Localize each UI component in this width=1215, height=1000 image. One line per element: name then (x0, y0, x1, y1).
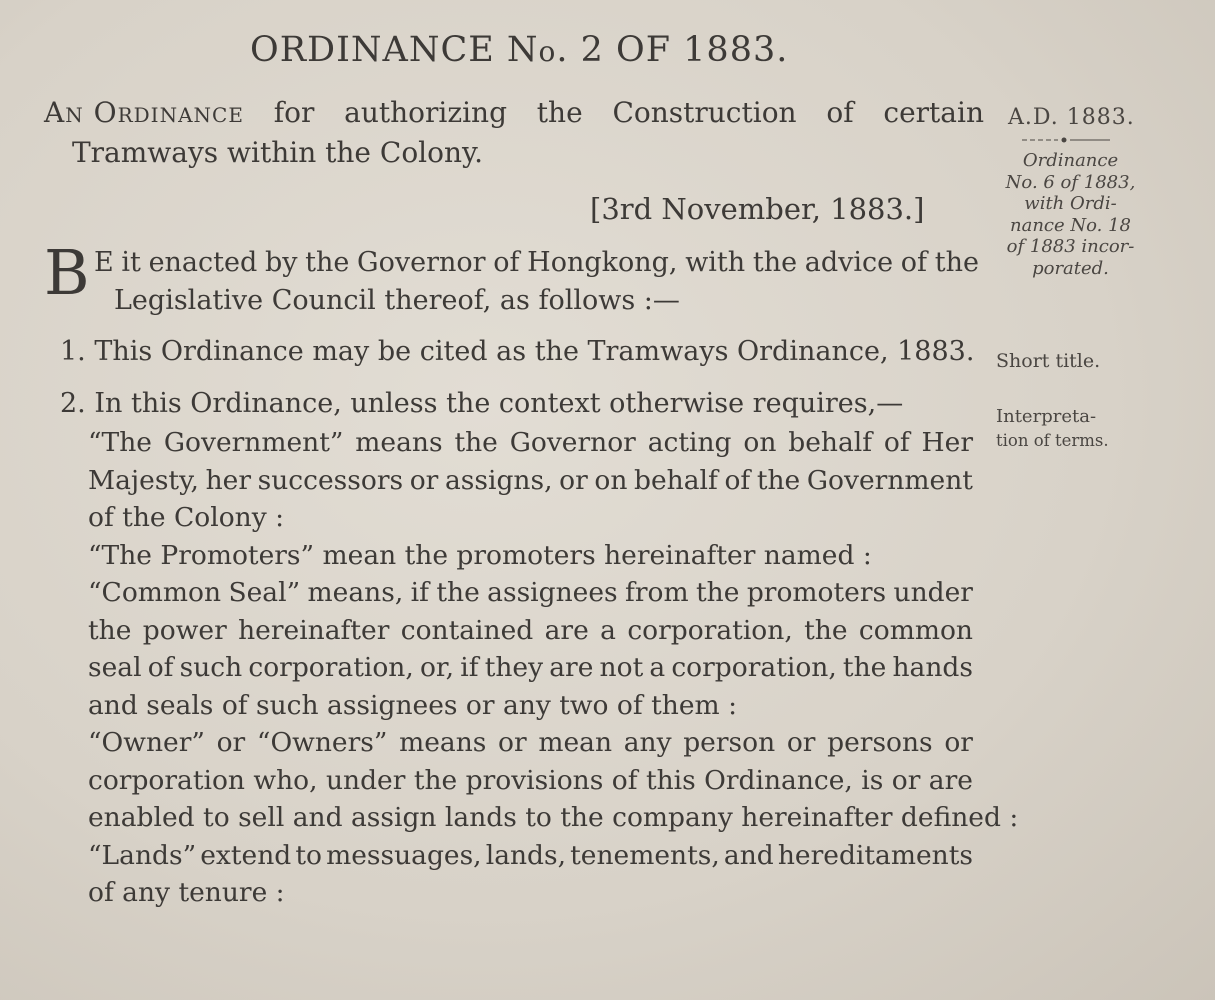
definition-word: “Common (88, 577, 222, 608)
definition-word: of (724, 464, 751, 496)
enacting-word: Hongkong, (527, 247, 678, 278)
enacting-word: Governor (357, 247, 486, 278)
definition-line: and seals of such assignees or any two of them : (88, 689, 737, 721)
definition-word: behalf (634, 464, 718, 496)
definition-word: Seal” (228, 577, 301, 608)
enacting-word: of (493, 247, 520, 278)
definition-word: seal (88, 652, 142, 683)
enacting-word: with (685, 247, 746, 278)
definition-word: if (460, 652, 479, 683)
preamble-word: certain (883, 96, 984, 129)
section-2: 2. In this Ordinance, unless the context otherwise requires,— (60, 388, 904, 419)
definition-word: “Owner” (88, 727, 205, 758)
definition-word: under (893, 577, 973, 608)
margin-note-line: porated. (1032, 257, 1109, 279)
definition-word: power (142, 614, 227, 646)
definition-word: extend (200, 839, 292, 871)
margin-interp-line: Interpreta- (996, 406, 1097, 427)
definition-word: or (216, 727, 246, 758)
margin-interp-line: tion of terms. (996, 431, 1109, 450)
margin-note-line: of 1883 incor- (1006, 236, 1135, 257)
definition-word: from (625, 577, 689, 608)
ordinance-title (250, 30, 788, 70)
definition-word: contained (400, 614, 534, 646)
definition-word: such (179, 652, 243, 683)
definition-word: if (410, 577, 429, 608)
definition-word: corporation, (671, 652, 837, 683)
definition-word: or, (419, 652, 455, 683)
preamble-word: of (826, 96, 854, 129)
title-no-abbrev: o (538, 35, 557, 68)
definition-word: the (88, 614, 132, 646)
enacting-word: the (305, 247, 350, 278)
definition-word: behalf (788, 427, 873, 458)
definition-word: acting (647, 427, 732, 458)
definition-word: assigns, (444, 464, 553, 496)
definition-word: the (436, 577, 480, 608)
definition-word: provisions (465, 764, 604, 796)
preamble-line-1 (44, 93, 984, 133)
definition-word: is (861, 764, 884, 796)
definition-word: who, (253, 764, 318, 796)
definition-word: assignees (487, 577, 618, 608)
definition-line (88, 462, 973, 500)
margin-note-line: with Ordi- (1024, 193, 1117, 214)
definition-word: the (804, 614, 848, 646)
enacting-word: enacted (148, 247, 258, 278)
definition-word: her (205, 464, 252, 496)
definition-word: persons (827, 727, 933, 758)
definition-word: of (611, 764, 638, 796)
definition-word: the (756, 464, 801, 496)
definition-word: mean (538, 727, 613, 758)
definition-word: a (600, 614, 616, 646)
definition-word: Government (806, 464, 973, 496)
drop-cap: B (44, 236, 90, 309)
definition-word: or (786, 727, 816, 758)
margin-short-title: Short title. (996, 350, 1101, 372)
definition-word: the (454, 427, 498, 458)
definition-word: corporation, (248, 652, 414, 683)
definition-word: the (842, 652, 887, 683)
enacting-word: advice (804, 247, 894, 278)
definition-line (88, 612, 973, 650)
enactment-date: [3rd November, 1883.] (590, 192, 925, 226)
definition-word: to (295, 839, 322, 871)
preamble (44, 93, 984, 173)
definition-line (88, 837, 973, 875)
definition-word: not (599, 652, 644, 683)
definition-line: enabled to sell and assign lands to the company hereinafter defined : (88, 802, 1019, 833)
ornament-rule (1010, 133, 1118, 147)
definition-word: Ordinance, (704, 764, 853, 796)
definition-word: any (623, 727, 672, 758)
definition-line: “The Promoters” mean the promoters hereinafter named : (88, 539, 872, 571)
definition-word: means, (307, 577, 404, 608)
definition-word: or (498, 727, 527, 758)
definition-line: of the Colony : (88, 502, 285, 533)
definition-word: of (883, 427, 910, 458)
definition-word: messuages, (326, 839, 482, 871)
definition-word: or (944, 727, 973, 758)
section-1: 1. This Ordinance may be cited as the Tramways Ordinance, 1883. (60, 336, 975, 367)
definition-word: the (696, 577, 740, 608)
margin-interpretation (996, 405, 1109, 453)
definition-word: or (409, 464, 439, 496)
preamble-word: authorizing (344, 96, 507, 129)
preamble-word: Construction (612, 96, 797, 129)
definition-word: this (645, 764, 696, 796)
definition-word: means (399, 727, 487, 758)
definition-word: promoters (746, 577, 887, 608)
definitions (88, 424, 1019, 912)
definition-word: are (544, 614, 589, 646)
enacting-word: the (934, 247, 979, 278)
definition-line: of any tenure : (88, 877, 285, 908)
definition-word: tenements, (570, 839, 720, 871)
definition-word: or (891, 764, 921, 796)
definition-word: corporation (88, 764, 245, 796)
definition-word: hereinafter (238, 614, 390, 646)
definition-word: means (355, 427, 443, 458)
preamble-lead: An Ordinance (44, 96, 244, 129)
enacting-word: of (900, 247, 928, 278)
definition-word: Her (921, 427, 973, 458)
preamble-line-2: Tramways within the Colony. (72, 136, 484, 169)
definition-word: on (743, 427, 777, 458)
definition-line (88, 574, 973, 612)
definition-word: and (723, 839, 774, 871)
title-number: . 2 OF 1883. (556, 30, 789, 70)
definition-word: Governor (509, 427, 636, 458)
definition-word: Government” (163, 427, 344, 458)
title-main: ORDINANCE N (250, 30, 539, 70)
definition-word: they (484, 652, 544, 683)
definition-word: under (325, 764, 406, 796)
margin-year: A.D. 1883. (1008, 105, 1135, 130)
margin-note-incorporated (998, 150, 1143, 279)
definition-word: “The (88, 427, 152, 458)
preamble-word: for (273, 96, 315, 129)
margin-note-line: Ordinance (1022, 150, 1119, 171)
definition-word: hereditaments (777, 839, 973, 871)
definition-line (88, 724, 973, 762)
definition-word: are (928, 764, 973, 796)
definition-word: on (594, 464, 628, 496)
definition-word: “Lands” (88, 839, 197, 871)
enacting-word: by (264, 247, 298, 278)
definition-line (88, 424, 973, 462)
definition-word: corporation, (627, 614, 793, 646)
margin-note-line: nance No. 18 (1010, 214, 1131, 236)
definition-word: the (413, 764, 458, 796)
definition-word: hands (892, 652, 973, 683)
definition-word: are (549, 652, 594, 683)
enacting-word: the (752, 247, 798, 278)
definition-word: of (147, 652, 174, 683)
enacting-line-1 (44, 244, 979, 282)
enacting-word: it (121, 247, 141, 278)
definition-word: Majesty, (88, 464, 199, 496)
definition-word: “Owners” (256, 727, 388, 758)
enacting-line-2: Legislative Council thereof, as follows :— (114, 285, 680, 316)
definition-word: a (649, 652, 666, 683)
enacting-clause (44, 236, 979, 320)
definition-word: lands, (485, 839, 567, 871)
definition-line (88, 762, 973, 800)
preamble-word: the (536, 96, 583, 129)
definition-word: or (559, 464, 588, 496)
definition-line (88, 649, 973, 687)
enacting-word: E (94, 247, 114, 278)
definition-word: person (683, 727, 776, 758)
definition-word: common (858, 614, 973, 646)
margin-note-line: No. 6 of 1883, (1005, 171, 1136, 193)
definition-word: successors (257, 464, 404, 496)
